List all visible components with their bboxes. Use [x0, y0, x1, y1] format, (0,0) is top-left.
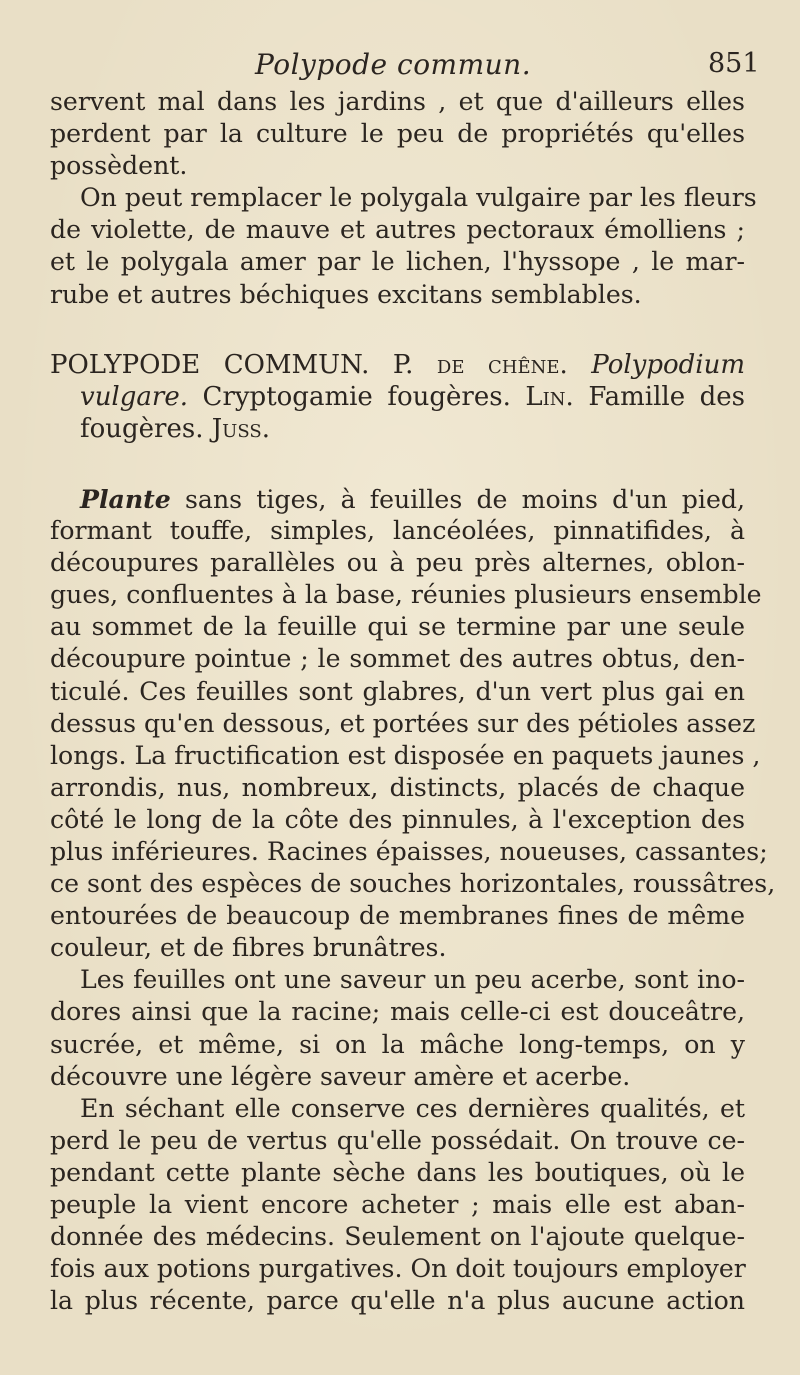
entry-alt-p: P. [392, 349, 414, 380]
text-line: servent mal dans les jardins , et que d'ailleurs elles [50, 87, 745, 116]
running-title: Polypode commun. [255, 48, 532, 81]
latin-name-genus: Polypodium [591, 349, 746, 380]
text-line: dessus qu'en dessous, et portées sur des pétioles assez [50, 708, 756, 738]
text-line: entourées de beaucoup de membranes fines de même [50, 901, 745, 931]
page-body [50, 86, 776, 1317]
text-line: ticulé. Ces feuilles sont glabres, d'un vert plus gai en [50, 676, 745, 706]
page-number: 851 [708, 48, 760, 79]
paragraph-2 [50, 182, 757, 310]
text-line: perdent par la culture le peu de propriétés qu'elles [50, 119, 745, 149]
text-line: fois aux potions purgatives. On doit toujours employer [50, 1254, 746, 1284]
text-line: peuple la vient encore acheter ; mais elle est aban- [50, 1190, 745, 1219]
entry-heading [50, 349, 745, 445]
entry-name: POLYPODE COMMUN. [50, 349, 370, 380]
text-line: On peut remplacer le polygala vulgaire par les fleurs [80, 183, 757, 213]
author-jussieu: Juss. [211, 413, 270, 444]
entry-alt-de: de [436, 349, 465, 380]
text-line: et le polygala amer par le lichen, l'hyssope , le mar- [50, 247, 745, 277]
paragraph-5 [50, 1093, 745, 1318]
text-line: plus inférieures. Racines épaisses, noueuses, cassantes; [50, 836, 768, 866]
classification-linne: Cryptogamie fougères. [202, 381, 511, 412]
classification-family: Famille des [588, 381, 746, 412]
text-line: rube et autres béchiques excitans semblables. [50, 279, 642, 309]
text-line: formant touffe, simples, lancéolées, pinnatifides, à [50, 516, 745, 546]
paragraph-1 [50, 86, 745, 182]
entry-alt-chene: chêne. [488, 349, 568, 380]
text-line [50, 483, 745, 515]
text-line: dores ainsi que la racine; mais celle-ci est douceâtre, [50, 997, 745, 1027]
text-line: au sommet de la feuille qui se termine par une seule [50, 612, 745, 642]
text-line: côté le long de la côte des pinnules, à l'exception des [50, 804, 745, 834]
lead-word: Plante [80, 483, 171, 514]
text-line: Les feuilles ont une saveur un peu acerbe, sont ino- [80, 965, 745, 995]
family-name: fougères. [80, 413, 204, 444]
latin-name-species: vulgare. [80, 381, 188, 412]
text-line: longs. La fructification est disposée en paquets jaunes , [50, 740, 761, 770]
text-line: découvre une légère saveur amère et acerbe. [50, 1061, 631, 1091]
paragraph-4 [50, 964, 745, 1092]
text-line: sucrée, et même, si on la mâche long-temps, on y [50, 1029, 745, 1059]
section-gap [50, 445, 745, 483]
text-line: ce sont des espèces de souches horizontales, roussâtres, [50, 869, 776, 899]
text-line: arrondis, nus, nombreux, distincts, placés de chaque [50, 772, 745, 802]
entry-heading-line-3 [50, 413, 745, 445]
text-line: perd le peu de vertus qu'elle possédait. On trouve ce- [50, 1125, 745, 1155]
text-line: possèdent. [50, 151, 188, 181]
text-line: donnée des médecins. Seulement on l'ajoute quelque- [50, 1222, 745, 1252]
text-line: découpures parallèles ou à peu près alternes, oblon- [50, 548, 745, 578]
page-header [0, 48, 800, 88]
text-line: la plus récente, parce qu'elle n'a plus aucune action [50, 1286, 745, 1316]
author-linne: Lin. [525, 381, 574, 412]
paragraph-3 [50, 483, 776, 964]
section-gap [50, 311, 745, 349]
entry-heading-line-1 [50, 349, 745, 381]
text-line: En séchant elle conserve ces dernières qualités, et [80, 1093, 745, 1123]
text-line: découpure pointue ; le sommet des autres obtus, den- [50, 644, 745, 674]
text-line: couleur, et de fibres brunâtres. [50, 933, 447, 963]
text-line: gues, confluentes à la base, réunies plusieurs ensemble [50, 580, 762, 610]
text-line: pendant cette plante sèche dans les boutiques, où le [50, 1157, 745, 1187]
lead-line-rest: sans tiges, à feuilles de moins d'un pied, [185, 484, 745, 514]
entry-heading-line-2 [50, 381, 745, 413]
text-line: de violette, de mauve et autres pectoraux émolliens ; [50, 215, 745, 245]
